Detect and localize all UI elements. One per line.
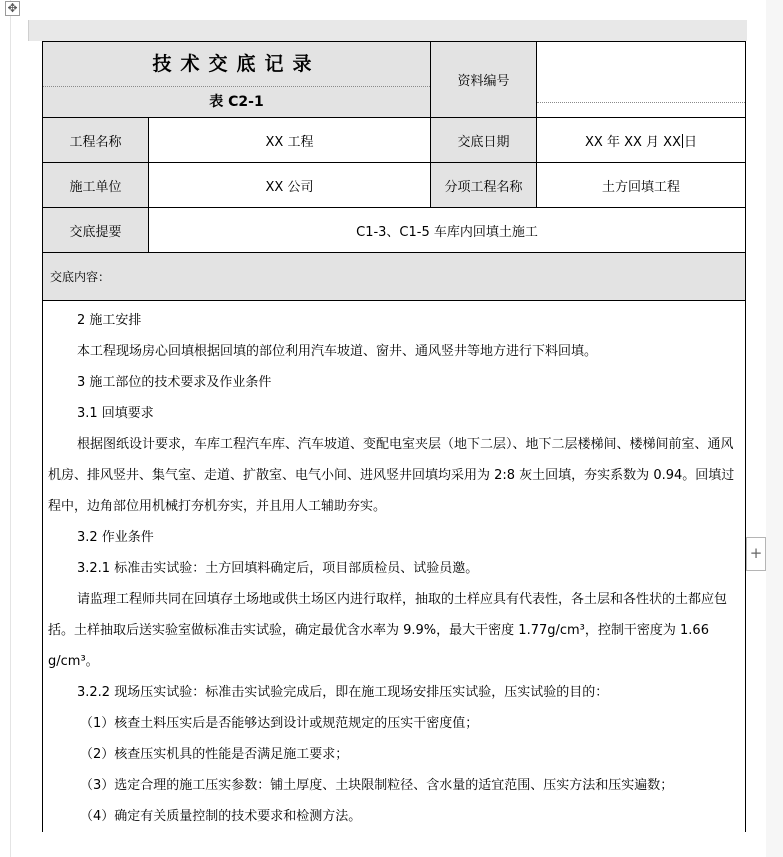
page-edge-line [10, 0, 11, 857]
record-no-divider [537, 56, 745, 103]
summary-value[interactable]: C1-3、C1-5 车库内回填土施工 [149, 208, 746, 253]
project-name-label: 工程名称 [43, 118, 149, 163]
plus-icon[interactable]: + [746, 537, 766, 571]
paragraph: 请监理工程师共同在回填存土场地或供土场区内进行取样，抽取的土样应具有代表性，各土层和各性状的土都应包括。土样抽取后送实验室做标准击实试验，确定最优含水率为 9.9%，最大干密度 1.77g/cm³，控制干密度为 1.66 g/cm³。 [48, 592, 728, 669]
project-name-value[interactable]: XX 工程 [149, 118, 431, 163]
date-value[interactable] [537, 118, 746, 163]
summary-label: 交底提要 [43, 208, 149, 253]
content-label-row [43, 253, 746, 301]
project-row [43, 118, 746, 163]
content-row [43, 301, 746, 833]
subproject-label: 分项工程名称 [431, 163, 537, 208]
content-cell[interactable] [43, 301, 746, 833]
section-heading: 3 施工部位的技术要求及作业条件 [77, 375, 272, 390]
list-item: （4）确定有关质量控制的技术要求和检测方法。 [80, 809, 362, 824]
section-heading: 2 施工安排 [77, 313, 142, 328]
paragraph: 3.2.2 现场压实试验：标准击实试验完成后，即在施工现场安排压实试验，压实试验的目的： [77, 685, 609, 700]
section-heading: 3.2 作业条件 [77, 530, 154, 545]
date-value-text: XX 年 XX 月 XX [585, 134, 681, 150]
record-no-field[interactable] [537, 42, 746, 118]
tech-briefing-table [42, 41, 746, 832]
document-title: 技术交底记录 [43, 42, 430, 87]
content-body [43, 301, 745, 832]
company-label: 施工单位 [43, 163, 149, 208]
date-value-day: 日 [683, 134, 697, 150]
table-code: 表 C2-1 [209, 94, 264, 110]
company-row [43, 163, 746, 208]
list-item: （1）核查土料压实后是否能够达到设计或规范规定的压实干密度值； [80, 716, 479, 731]
list-item: （3）选定合理的施工压实参数：铺土厚度、土块限制粒径、含水量的适宜范围、压实方法和压实遍数； [80, 778, 674, 793]
company-value[interactable]: XX 公司 [149, 163, 431, 208]
section-heading: 3.1 回填要求 [77, 406, 154, 421]
move-icon[interactable]: ✥ [5, 1, 20, 16]
content-label: 交底内容： [43, 253, 746, 301]
paragraph: 3.2.1 标准击实试验：土方回填料确定后，项目部质检员、试验员邀。 [77, 561, 479, 576]
paragraph: 根据图纸设计要求，车库工程汽车库、汽车坡道、变配电室夹层（地下二层）、地下二层楼梯间、楼梯间前室、通风机房、排风竖井、集气室、走道、扩散室、电气小间、进风竖井回填均采用为 2:8 灰土回填，夯实系数为 0.94。回填过程中，边角部位用机械打夯机夯实，并且用人工辅助夯实。 [48, 437, 735, 514]
paragraph: 本工程现场房心回填根据回填的部位利用汽车坡道、窗井、通风竖井等地方进行下料回填。 [77, 344, 598, 359]
list-item: （2）核查压实机具的性能是否满足施工要求； [80, 747, 349, 762]
record-no-label: 资料编号 [431, 42, 537, 118]
ruler-band [28, 20, 747, 41]
summary-row [43, 208, 746, 253]
subproject-value[interactable]: 土方回填工程 [537, 163, 746, 208]
date-label: 交底日期 [431, 118, 537, 163]
text-cursor [682, 134, 683, 148]
scrollbar-track[interactable] [766, 0, 783, 857]
title-cell [43, 42, 431, 118]
title-row [43, 42, 746, 118]
